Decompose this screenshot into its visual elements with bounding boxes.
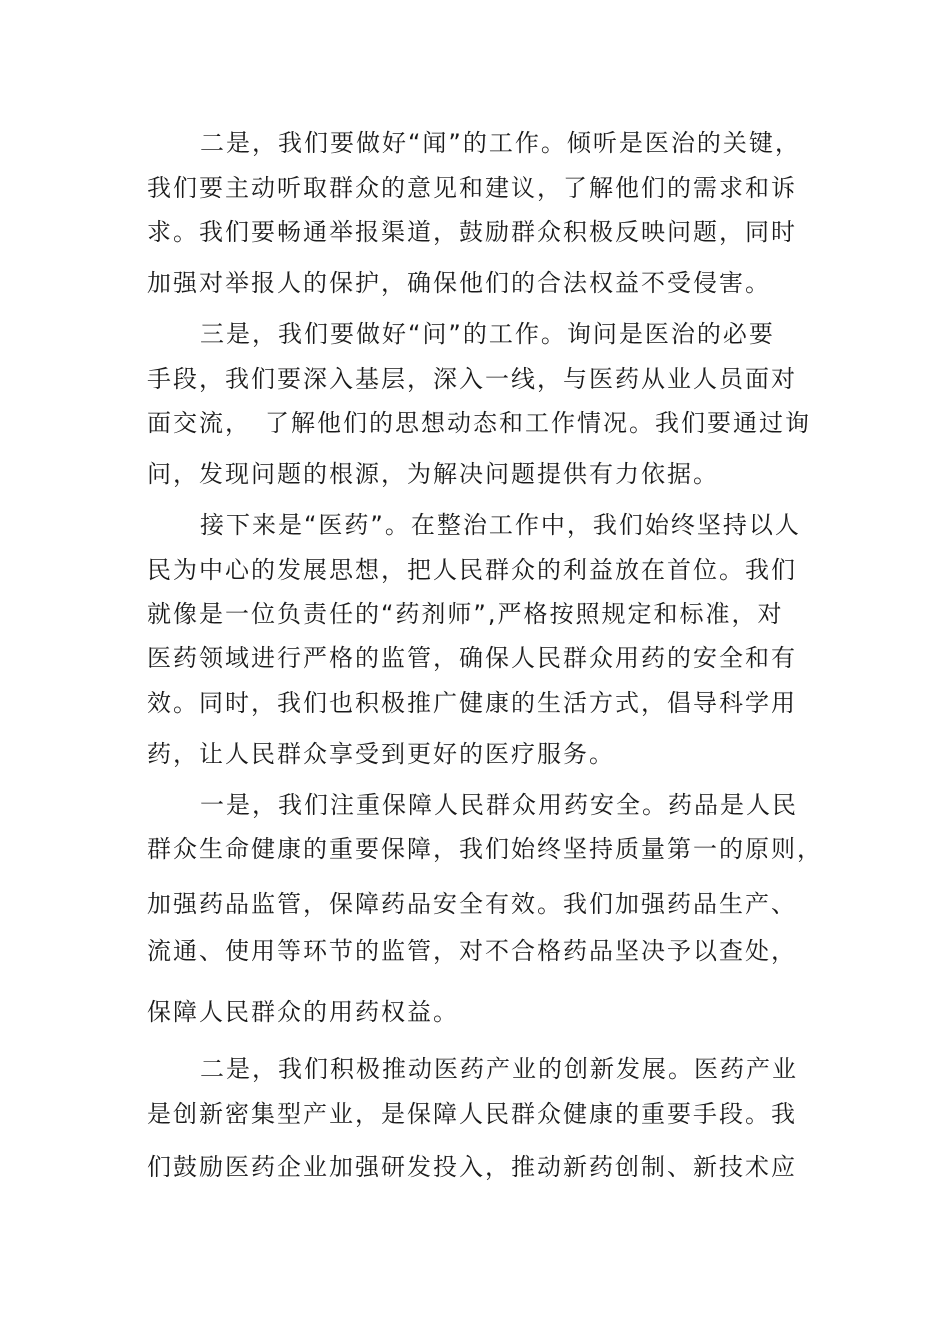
text-line: 二是，我们要做好“闻”的工作。倾听是医治的关键， bbox=[200, 129, 801, 157]
text-line: 药，让人民群众享受到更好的医疗服务。 bbox=[147, 740, 615, 768]
text-line: 求。我们要畅通举报渠道，鼓励群众积极反映问题，同时 bbox=[147, 218, 797, 246]
text-line: 流通、使用等环节的监管，对不合格药品坚决予以查处， bbox=[147, 937, 797, 965]
text-line: 群众生命健康的重要保障，我们始终坚持质量第一的原则， bbox=[147, 835, 823, 863]
text-line: 效。同时，我们也积极推广健康的生活方式，倡导科学用 bbox=[147, 689, 797, 717]
text-line: 三是，我们要做好“问”的工作。询问是医治的必要 bbox=[200, 320, 775, 348]
text-line: 我们要主动听取群众的意见和建议，了解他们的需求和诉 bbox=[147, 174, 797, 202]
text-line: 问，发现问题的根源，为解决问题提供有力依据。 bbox=[147, 460, 719, 488]
text-line: 就像是一位负责任的“药剂师”,严格按照规定和标准，对 bbox=[147, 600, 784, 628]
text-line: 是创新密集型产业，是保障人民群众健康的重要手段。我 bbox=[147, 1100, 797, 1128]
text-line: 二是，我们积极推动医药产业的创新发展。医药产业 bbox=[200, 1055, 798, 1083]
text-line: 保障人民群众的用药权益。 bbox=[147, 998, 459, 1026]
text-line: 医药领域进行严格的监管，确保人民群众用药的安全和有 bbox=[147, 644, 797, 672]
text-line: 民为中心的发展思想，把人民群众的利益放在首位。我们 bbox=[147, 556, 797, 584]
text-line: 手段，我们要深入基层，深入一线，与医药从业人员面对 bbox=[147, 365, 797, 393]
text-line: 们鼓励医药企业加强研发投入，推动新药创制、新技术应 bbox=[147, 1153, 797, 1181]
text-line: 接下来是“医药”。在整治工作中，我们始终坚持以人 bbox=[200, 511, 801, 539]
text-line: 面交流， 了解他们的思想动态和工作情况。我们要通过询 bbox=[147, 409, 811, 437]
text-line: 加强对举报人的保护，确保他们的合法权益不受侵害。 bbox=[147, 269, 771, 297]
text-line: 一是，我们注重保障人民群众用药安全。药品是人民 bbox=[200, 791, 798, 819]
text-line: 加强药品监管，保障药品安全有效。我们加强药品生产、 bbox=[147, 890, 797, 918]
